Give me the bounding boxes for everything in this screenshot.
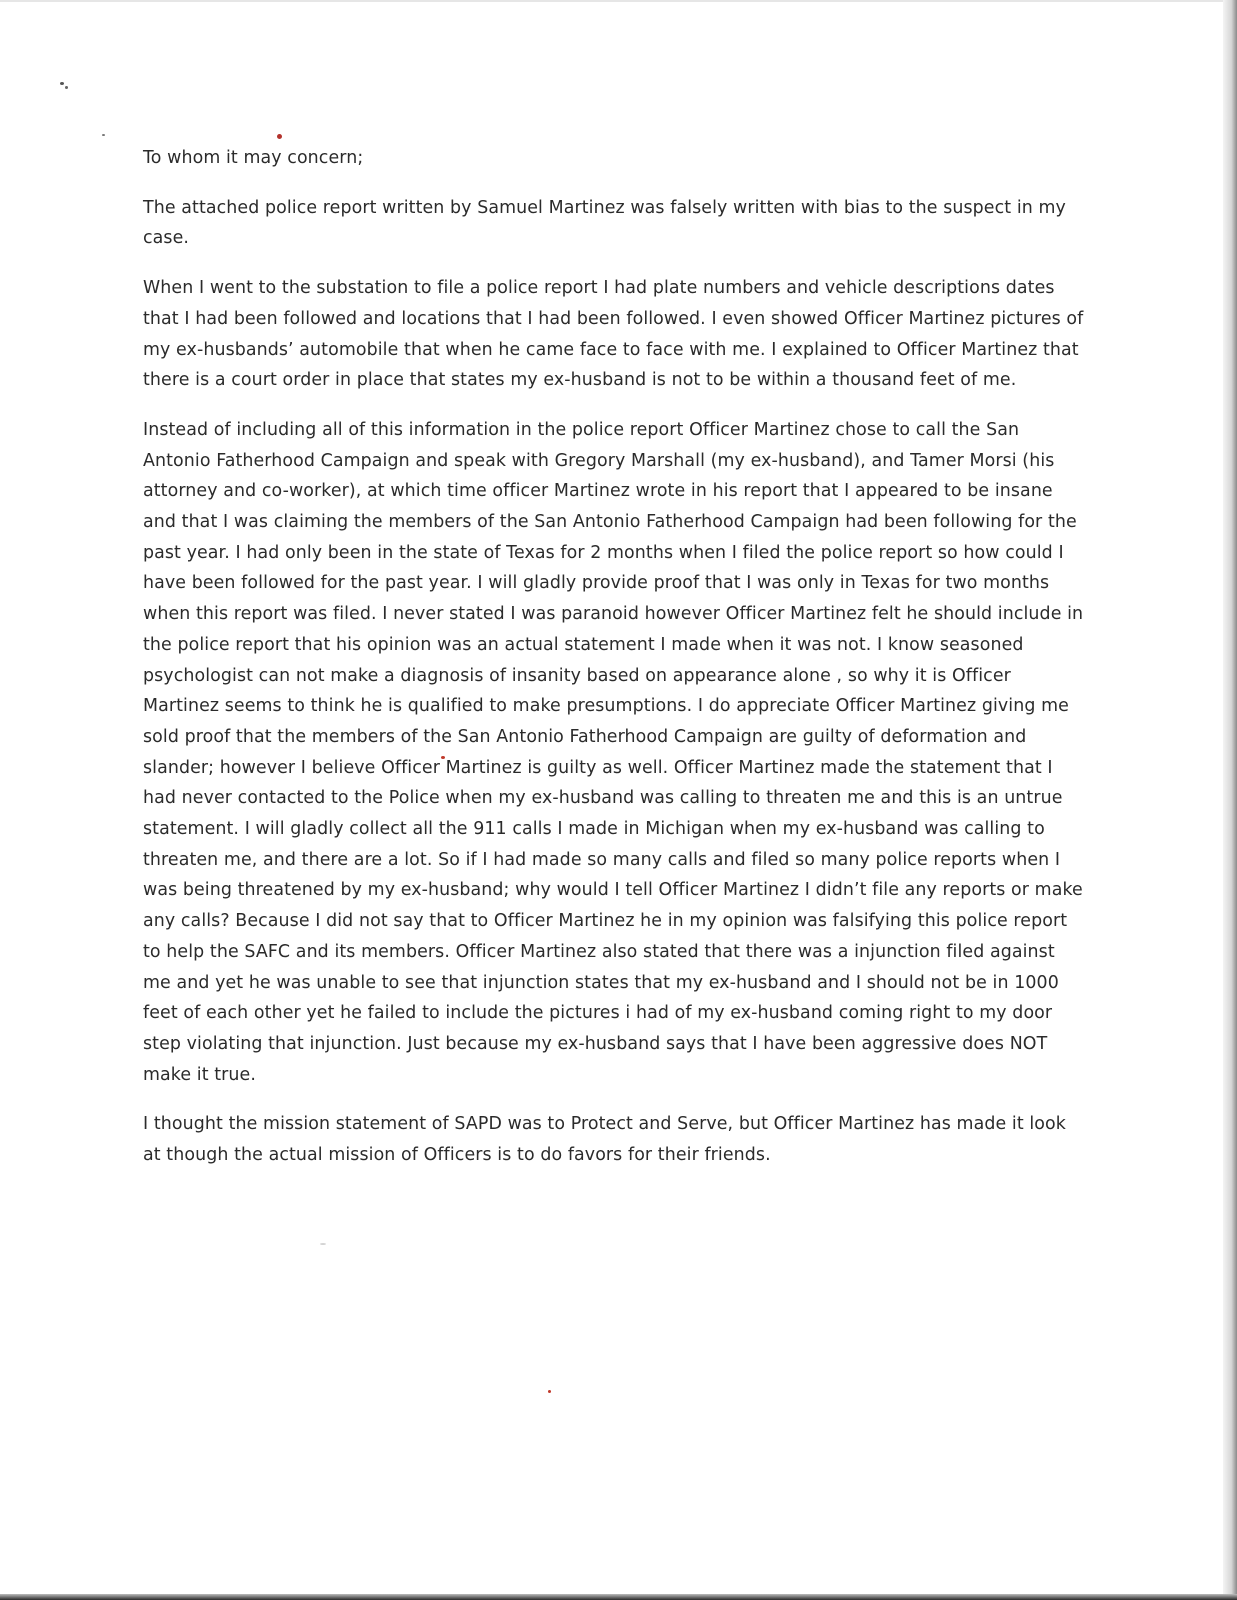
paragraph-2: When I went to the substation to file a police report I had plate numbers and vehicle descriptions dates that I had been followed and locations that I had been followed. I even showed Officer Martinez pictures of my ex-husbands’ automobile that when he came face to face with me. I explained to Officer Martinez that there is a court order in place that states my ex-husband is not to be within a thousand feet of me. [143,278,1084,391]
scan-edge-top [0,0,1237,2]
scan-edge-right [1223,0,1237,1600]
scan-speck [548,1390,551,1393]
salutation: To whom it may concern; [143,148,364,168]
scan-speck [102,134,105,136]
scan-speck [65,86,68,89]
scan-speck [277,134,282,139]
scan-speck [320,1243,326,1245]
scan-edge-bottom [0,1594,1237,1600]
scan-speck [60,82,64,85]
paragraph-3: Instead of including all of this information in the police report Officer Martinez chose to call the San Antonio Fatherhood Campaign and speak with Gregory Marshall (my ex-husband), and Tamer Morsi (his attorney and co-worker), at which time officer Martinez wrote in his report that I appeared to be insane and that I was claiming the members of the San Antonio Fatherhood Campaign had been following for the past year. I had only been in the state of Texas for 2 months when I filed the police report so how could I have been followed for the past year. I will gladly provide proof that I was only in Texas for two months when this report was filed. I never stated I was paranoid however Officer Martinez felt he should include in the police report that his opinion was an actual statement I made when it was not. I know seasoned psychologist can not make a diagnosis of insanity based on appearance alone , so why it is Officer Martinez seems to think he is qualified to make presumptions. I do appreciate Officer Martinez giving me sold proof that the members of the San Antonio Fatherhood Campaign are guilty of deformation and slander; however I believe Officer Martinez is guilty as well. Officer Martinez made the statement that I had never contacted to the Police when my ex-husband was calling to threaten me and this is an untrue statement. I will gladly collect all the 911 calls I made in Michigan when my ex-husband was calling to threaten me, and there are a lot. So if I had made so many calls and filed so many police reports when I was being threatened by my ex-husband; why would I tell Officer Martinez I didn’t file any reports or make any calls? Because I did not say that to Officer Martinez he in my opinion was falsifying this police report to help the SAFC and its members. Officer Martinez also stated that there was a injunction filed against me and yet he was unable to see that injunction states that my ex-husband and I should not be in 1000 feet of each other yet he failed to include the pictures i had of my ex-husband coming right to my door step violating that injunction. Just because my ex-husband says that I have been aggressive does NOT make it true. [143,419,1084,1085]
letter-body [143,143,1088,1190]
paragraph-1: The attached police report written by Samuel Martinez was falsely written with bias to the suspect in my case. [143,197,1066,249]
paragraph-4: I thought the mission statement of SAPD was to Protect and Serve, but Officer Martinez has made it look at though the actual mission of Officers is to do favors for their friends. [143,1114,1066,1166]
